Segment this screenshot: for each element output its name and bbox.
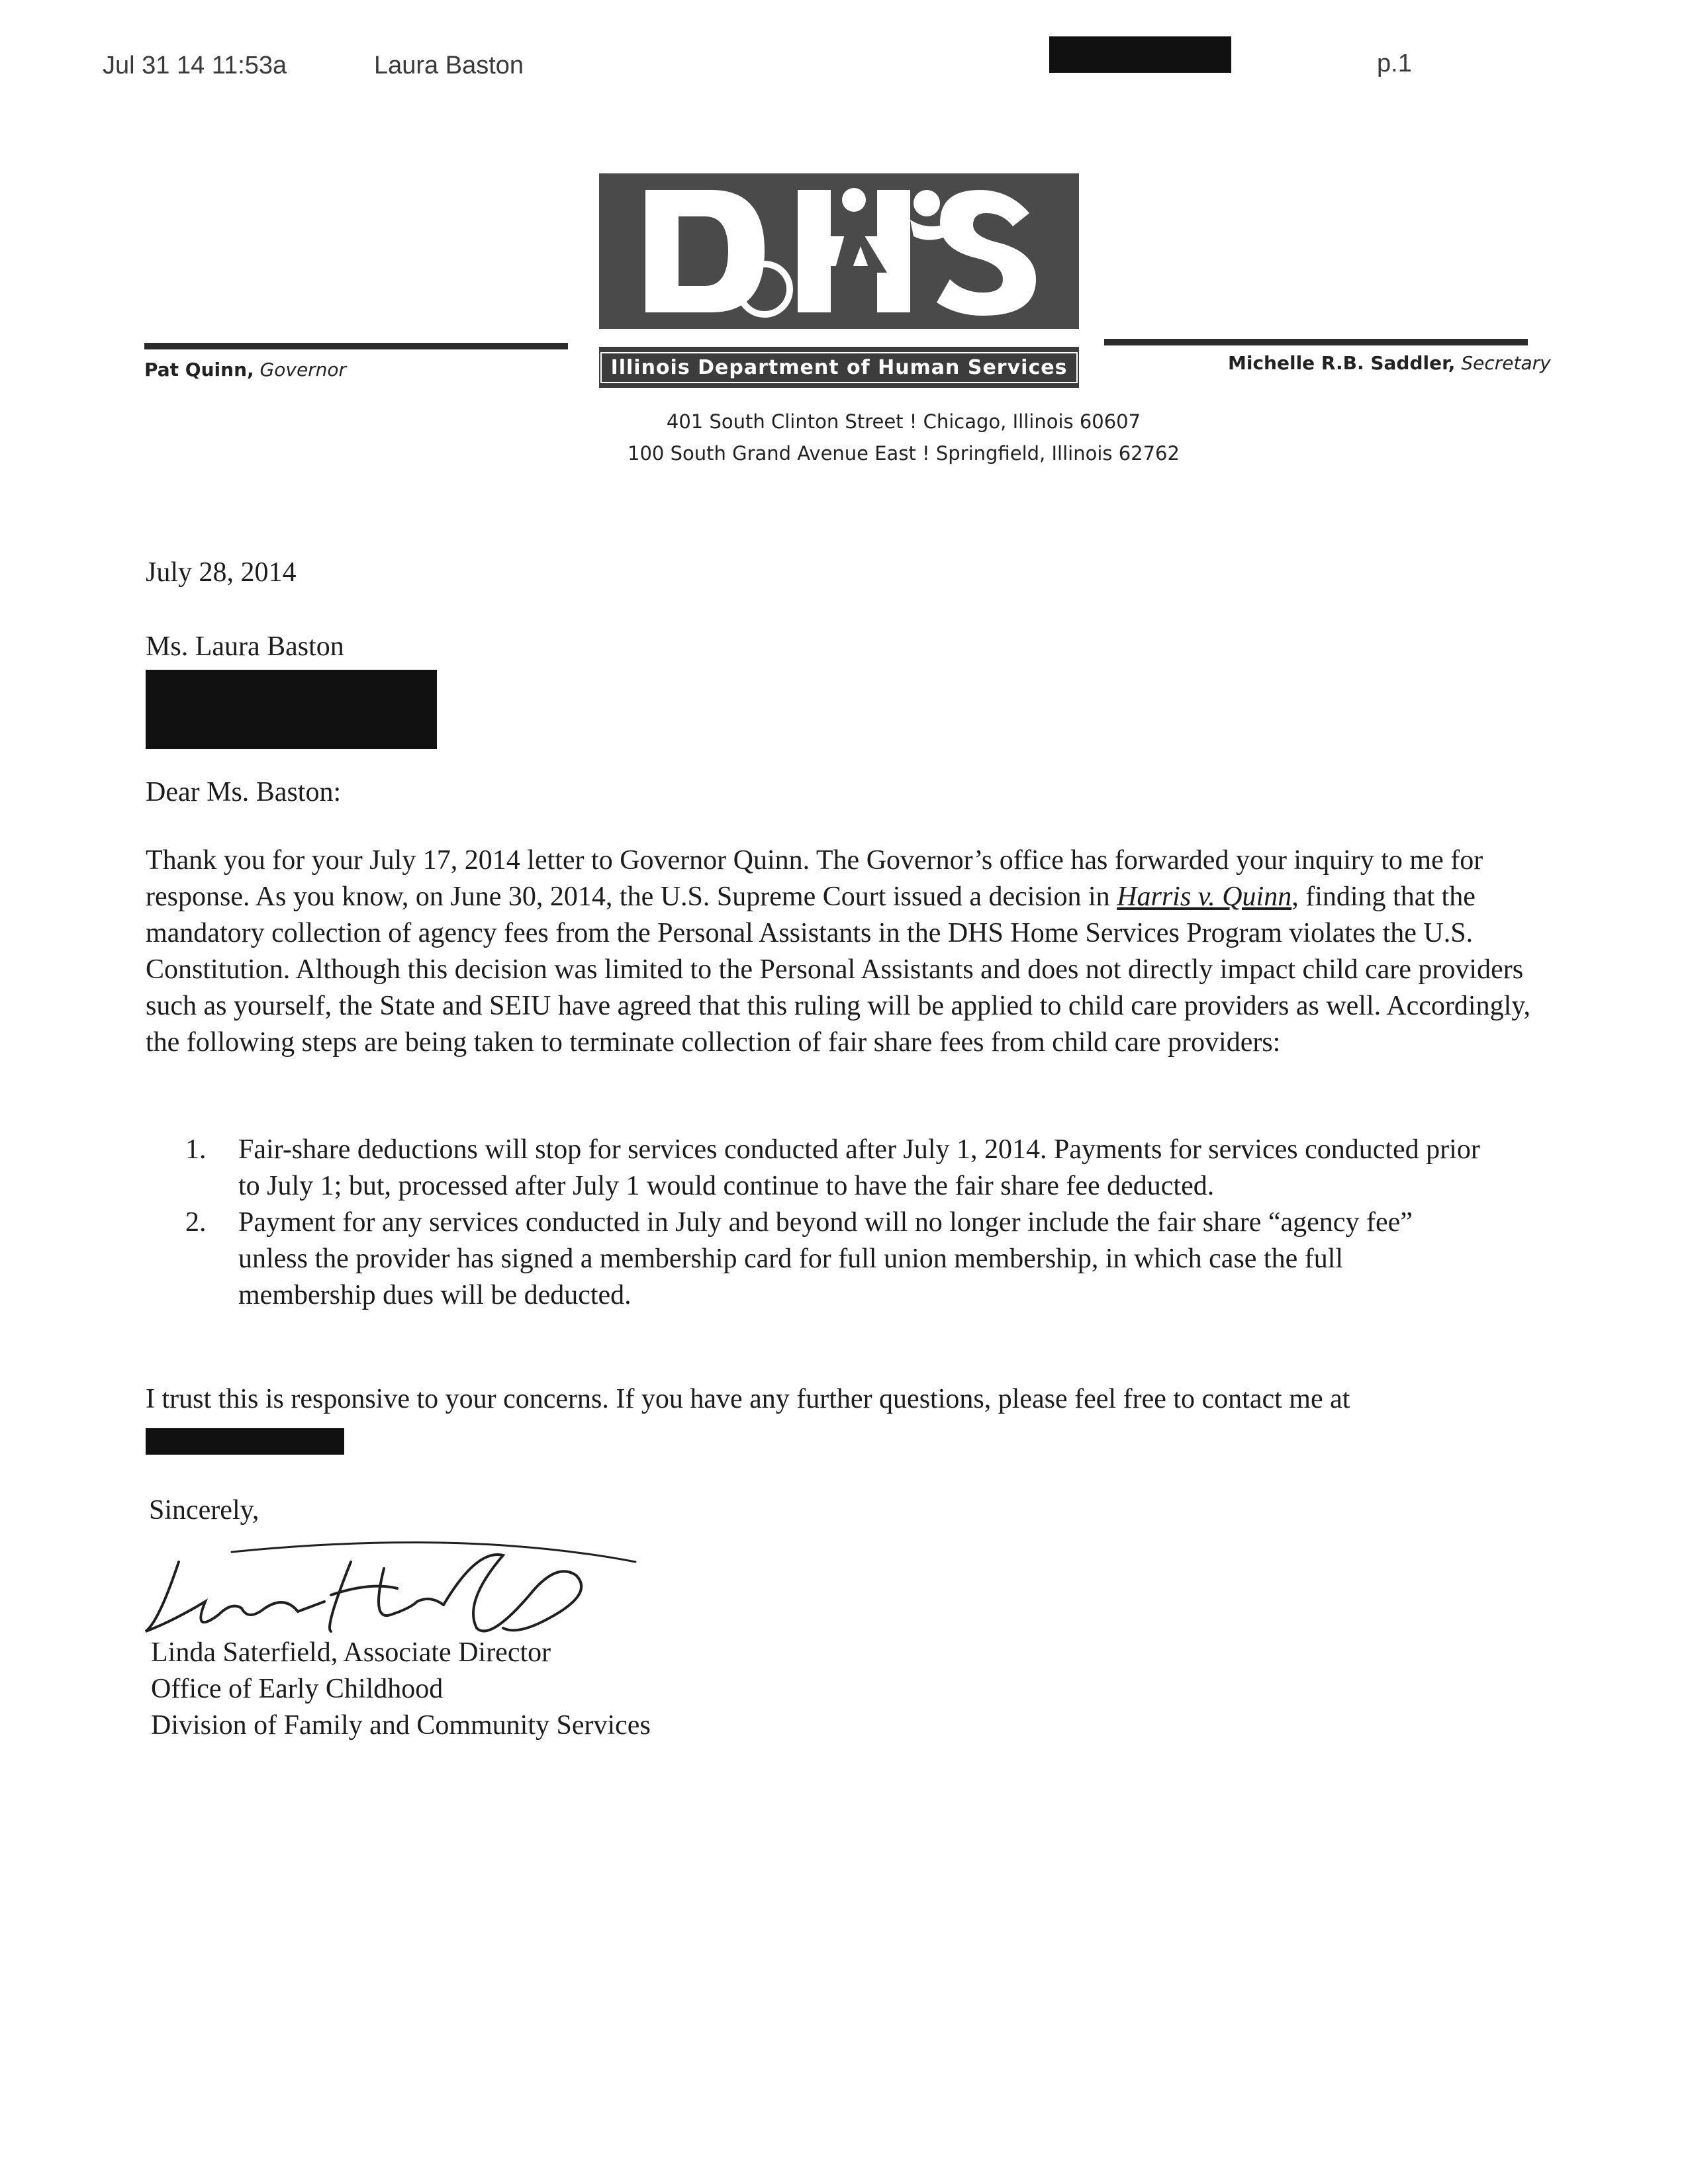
letterhead-rule-right <box>1104 339 1528 345</box>
department-name: Illinois Department of Human Services <box>600 352 1078 383</box>
redaction-recipient-address <box>146 670 437 749</box>
address-line-2: 100 South Grand Avenue East ! Springfield, Illinois 62762 <box>628 442 1180 465</box>
salutation: Dear Ms. Baston: <box>146 777 342 807</box>
body-text-part2: , finding that the mandatory collection of agency fees from the Personal Assistants in the DHS Home Services Program violates the U.S. Constitution. Although this decision was limited to the Personal Assistants and does not directly impact child care providers such as yourself, the State and SEIU have agreed that this ruling will be applied to child care providers as well. Accordingly, the following steps are being taken to terminate collection of fair share fees from child care providers: <box>146 882 1531 1058</box>
secretary-credit <box>1228 352 1551 374</box>
list-item <box>146 1205 1483 1314</box>
governor-credit <box>144 359 346 381</box>
valediction: Sincerely, <box>149 1495 259 1525</box>
department-name-bar <box>599 347 1079 388</box>
governor-title: Governor <box>259 359 347 381</box>
steps-list <box>146 1132 1483 1314</box>
list-item <box>146 1132 1483 1205</box>
fax-sender: Laura Baston <box>374 52 524 79</box>
dhs-logo-graphic <box>599 173 1079 329</box>
body-paragraph <box>146 842 1542 1061</box>
redaction-contact <box>146 1428 344 1455</box>
fax-timestamp: Jul 31 14 11:53a <box>103 52 287 79</box>
case-name: Harris v. Quinn <box>1117 882 1292 912</box>
letter-date: July 28, 2014 <box>146 557 297 588</box>
address-line-1: 401 South Clinton Street ! Chicago, Illinois 60607 <box>666 410 1141 433</box>
secretary-title: Secretary <box>1461 352 1551 374</box>
recipient-name: Ms. Laura Baston <box>146 631 344 662</box>
redaction-fax-number <box>1049 36 1231 73</box>
secretary-name: Michelle R.B. Saddler, <box>1228 352 1456 374</box>
body-text-part1: Thank you for your July 17, 2014 letter to Governor Quinn. The Governor’s office has forwarded your inquiry to me for response. As you know, on June 30, 2014, the U.S. Supreme Court issued a decision in <box>146 845 1483 912</box>
signer-name-title: Linda Saterfield, Associate Director <box>151 1637 551 1668</box>
signer-office: Office of Early Childhood <box>151 1674 444 1704</box>
letterhead-rule-left <box>144 343 568 349</box>
step-text: Fair-share deductions will stop for services conducted after July 1, 2014. Payments for services conducted prior to July 1; but, processed after July 1 would continue to have the fair share fee deducted. <box>238 1134 1480 1201</box>
step-number: 2. <box>185 1207 207 1238</box>
logo-wordmark-panel <box>599 173 1079 329</box>
dhs-logo <box>599 173 1079 392</box>
signer-division: Division of Family and Community Services <box>151 1710 651 1741</box>
step-text: Payment for any services conducted in July and beyond will no longer include the fair share “agency fee” unless the provider has signed a membership card for full union membership, in which case the full membership dues will be deducted. <box>238 1207 1413 1310</box>
closing-paragraph: I trust this is responsive to your concerns. If you have any further questions, please feel free to contact me at <box>146 1384 1350 1414</box>
governor-name: Pat Quinn, <box>144 359 254 381</box>
fax-page-number: p.1 <box>1377 50 1412 77</box>
step-number: 1. <box>185 1134 207 1165</box>
